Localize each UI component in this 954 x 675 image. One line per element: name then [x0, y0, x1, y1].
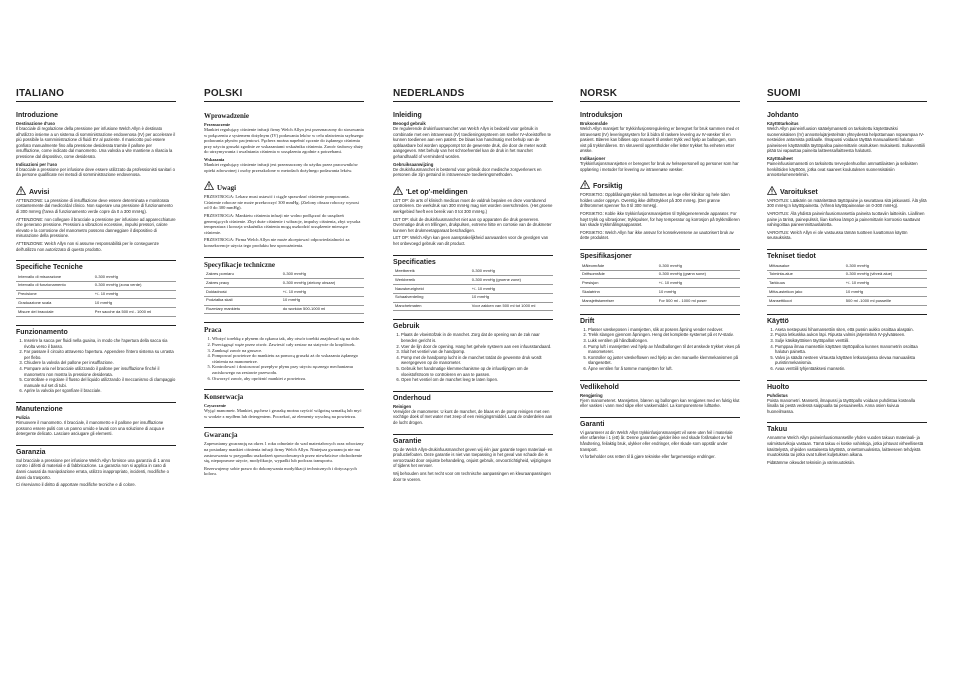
maintenance-heading: Manutenzione [16, 402, 176, 413]
operation-step: 2. Trekk slangen gjennom åpningen. Heng det komplette systemet på et IV-stativ. [588, 332, 740, 338]
language-heading: NORSK [580, 88, 740, 102]
spec-value: 500 ml -1000 ml pusseille [844, 297, 927, 306]
specifications-table [16, 273, 176, 317]
spec-label: Tarkkuus [767, 279, 844, 288]
indications-text: Il bracciale a pressione per infusione deve essere utilizzato da professionisti sanitari o da persone qualificate nei metodi di somministrazione endovenosa. [16, 166, 175, 178]
spec-value: 0-300 mmHg (vihreä alue) [844, 270, 927, 279]
operation-step: 6. Avaa venttiili tyhjentääksesi mansetin. [775, 366, 927, 372]
cleaning-text: Fjern manometeret. Mansjetten, blæren og ballongen kan rengjøres med en fuktig klut eller vaskes i vann med såpe eller vaskemiddel. La komponentene lufttørke. [580, 397, 740, 409]
maintenance-heading: Huolto [767, 380, 927, 391]
warning-text-2: PRZESTROGA: Mankietu ciśnienia infuzji nie wolno podłączać do urządzeń generujących ciśnienie. Zbyt duże ciśnienie i wibracje, impulsy ciśnienia, zbyt wysoka temperatura i korozja wskaźnika ciśnienia mogą uszkodzić urządzenie mierzące ciśnienie. [204, 212, 361, 235]
intro-heading: Introduzione [16, 112, 58, 119]
warranty-text: Sul bracciale a pressione per infusione Welch Allyn fornisce una garanzia di 1 anno contro i difetti di materiali e di fabbricazione. La garanzia non si applica in caso di danni causati da manipolazione errata, utilizzo inappropriato, incidenti, modifiche o danni da trasporto. [16, 457, 171, 480]
maintenance-section [16, 402, 176, 437]
spec-label: Mansettikoot [767, 297, 844, 306]
warnings-heading: Forsiktig [593, 183, 623, 191]
cleaning-subheading: Czyszczenie [204, 403, 226, 409]
operation-step: 2. Pujota letkuskka aukon läpi. Ripusta valmis järjestelmä IV-pylvääseen. [775, 332, 927, 338]
operation-step: 1. Inserire la sacca per fluidi nella guaina, in modo che l'apertura della sacca sia rivolta verso il basso. [24, 338, 176, 349]
intro-heading: Inleiding [393, 112, 422, 119]
spec-label: Misure del bracciale [16, 308, 93, 317]
warranty-heading: Garantie [393, 434, 553, 445]
operation-step: 6. Open het ventiel om de manchet leeg te laten lopen. [401, 377, 553, 383]
language-heading: SUOMI [767, 88, 927, 102]
warranty-note: Vi forbeholder oss retten til å gjøre tekniske eller fargemessige endringer. [580, 454, 716, 460]
spec-value: 0-300 mmHg (zielony obszar) [281, 279, 364, 288]
warning-text-1: LET OP: de arts of klinisch medicus moet de valdruk bepalen en deze voortdurend controleren. De werkdruk van 300 mmHg mag niet worden overschreden. (Het groene werkgebied heeft een bereik van 0 tot 300 mmHg.) [393, 197, 553, 214]
spec-row [204, 296, 364, 305]
operation-step: 6. Aprire la valvola per sgonfiare il bracciale. [24, 388, 176, 394]
language-heading: NEDERLANDS [393, 88, 553, 102]
operation-step: 5. Kontroller og juster væskeflowen ved hjelp av den manuelle klemmekanismen på slangesettet. [588, 355, 740, 366]
spec-value: 10 mmHg [657, 288, 740, 297]
spec-row [204, 305, 364, 314]
operation-step: 1. Włożyć torebkę z płynem do rękawa tak, aby otwór torebki znajdował się na dole. [212, 336, 364, 342]
spec-value: +/- 10 mmHg [657, 279, 740, 288]
warranty-heading: Garanzia [16, 445, 176, 456]
intended-use-text: Mankiet regulujący ciśnienie infuzji firmy Welch Allyn jest przeznaczony do stosowania w połączeniu z systemem dożylnym (IV) podawania leków w celu ułatwienia szybszego podawania płynów pacjentowi. Pęcherz można napełnić ręcznie do żądanego ciśnienia przy użyciu gruszki zgodnie ze wskazaniami wskaźnika ciśnienia. Zawór śrubowy służy do utrzymywania i uwalniania ciśnienia w urządzeniu zgodnie z potrzebami. [204, 127, 364, 155]
column-fi [767, 88, 927, 467]
operation-heading: Käyttö [767, 314, 927, 325]
indications-subheading: Indicazioni per l'uso [16, 161, 58, 167]
intro-section [204, 110, 364, 173]
warranty-section [767, 422, 927, 465]
cleaning-subheading: Puhdistus [767, 392, 788, 398]
warnings-heading: 'Let op'-meldingen [406, 188, 468, 196]
operation-step: 4. Pompare aria nel bracciale utilizzando il pallone per insufflazione finché il manometro non mostra la pressione desiderata. [24, 366, 176, 377]
operation-step: 5. Valvo ja säädä nesteen virtausta käyttäen letkusarjassa olevaa manuaalista puristinmekanismia. [775, 355, 927, 366]
warranty-text: Zapewniamy gwarancję na okres 1 roku odnośnie do wad materiałowych oraz robocizny na posiadany mankiet ciśnienia infuzji firmy Welch Allyn. Niniejsza gwarancja nie ma zastosowania w przypadku uszkodzeń spowodowanych przez niewłaściwe obchodzenie się, niepoprawne użycie, modyfikacje, wypadki lub podczas transportu. [204, 441, 364, 464]
maintenance-heading: Konserwacja [204, 389, 364, 401]
warning-triangle-icon [767, 186, 777, 195]
spec-value: 10 mmHg [281, 296, 364, 305]
operation-heading: Gebruik [393, 319, 553, 330]
operation-step: 3. Lukk ventilen på håndballongen. [588, 338, 740, 344]
spec-label: Zakres pomiaru [204, 271, 281, 279]
operation-step: 5. Gebruik het handmatige klemmechanisme op de infuuslijngen om de vloeistofstroom te controleren en aan te passen. [401, 366, 553, 377]
maintenance-section [204, 389, 364, 419]
spec-label: Graduazione scala [16, 299, 93, 308]
spec-row [16, 308, 176, 317]
warning-text-2: ATTENZIONE: non collegare il bracciale a pressione per infusione ad apparecchiature che generano pressione. Pressioni a vibrazioni eccessive, impulsi pressori, calore elevato e la corrosione del manometro possono danneggiare il dispositivo di misurazione della pressione. [16, 216, 176, 239]
warnings-section [767, 186, 927, 241]
cleaning-text: Poista manometri. Mansetti, ilmapussi ja täyttöpallo voidaan puhdistaa kostealla liinalla tai pestä vedessä saippualla tai pesuaineella. Anna osien kuivua huoneilmassa. [767, 397, 916, 414]
specifications-table [204, 271, 364, 315]
warnings-heading: Varoitukset [780, 188, 818, 196]
warranty-note: Pidätämme oikeudet teknisiin ja värimuutoksiin. [767, 459, 855, 465]
operation-step: 4. Pumppaa ilmaa mansettiin käyttäen täyttöpalloa kunnes manometrin osoittaa halutun painetta. [775, 344, 927, 355]
spec-row [16, 290, 176, 299]
warnings-heading: Avvisi [29, 188, 50, 196]
warnings-section [580, 180, 740, 241]
maintenance-section [580, 380, 740, 409]
operation-step: 6. Otworzyć zawór, aby opróżnić mankiet z powietrza. [212, 376, 364, 382]
operation-section [16, 325, 176, 394]
spec-label: Rozmiary mankietu [204, 305, 281, 314]
specifications-heading: Specyfikacje techniczne [204, 257, 364, 269]
spec-value: +/- 10 mmHg [281, 288, 364, 297]
specifications-section [393, 255, 553, 312]
spec-value: 0-300 mmHg [844, 262, 927, 270]
indications-subheading: Käyttöaiheet [767, 155, 793, 161]
operation-step: 1. Plasser væskeposen i mansjetten, slik at posens åpning vender nedover. [588, 327, 740, 333]
spec-value: do worków 500-1000 ml [281, 305, 364, 314]
language-heading: ITALIANO [16, 88, 176, 102]
operation-step: 4. Pomp met de handpomp lucht in de manchet totdat de gewenste druk wordt weergegeven op de manometer. [401, 355, 553, 366]
spec-value: +/- 10 mmHg [844, 279, 927, 288]
spec-label: Presisjon [580, 279, 657, 288]
spec-value: 0-300 mmHg [470, 268, 553, 276]
warranty-note: Wij behouden ons het recht voor om technische aanpassingen en kleuraanpassingen door te voeren. [393, 470, 551, 482]
specifications-heading: Specifiche Tecniche [16, 260, 176, 271]
spec-label: Schaalverdeling [393, 293, 470, 302]
warranty-heading: Takuu [767, 422, 927, 433]
intro-heading: Introduksjon [580, 112, 623, 119]
operation-step: 1. Plaats de vloeistofzak in de manchet. Zorg dat de opening van de zak naar beneden gericht is. [401, 332, 553, 343]
spec-row [580, 288, 740, 297]
intro-section [16, 110, 176, 178]
operation-step: 3. Zamknąć zawór na gruszce. [212, 348, 364, 354]
spec-label: Podziałka skali [204, 296, 281, 305]
indications-text: De drukinfuusmanchet is bestemd voor gebruik door medische zorgverleners en personen die zijn getraind in intraveneuze toedieningsmethoden. [393, 166, 542, 178]
spec-row [204, 271, 364, 279]
operation-step: 6. Åpne ventilen for å tømme mansjetten for luft. [588, 366, 740, 372]
warning-triangle-icon [16, 186, 26, 195]
operation-heading: Praca [204, 322, 364, 334]
operation-heading: Drift [580, 314, 740, 325]
operation-section [393, 319, 553, 382]
spec-value: +/- 10 mmHg [470, 285, 553, 294]
warning-triangle-icon [204, 181, 214, 190]
operation-steps-list [767, 327, 927, 372]
warranty-section [204, 427, 364, 477]
spec-label: Manchetmaten [393, 302, 470, 311]
operation-step: 2. Przeciągnąć węże przez otwór. Zawiesić cały zestaw na statywie do kroplówek. [212, 342, 364, 348]
spec-label: Måleområde [580, 262, 657, 270]
indications-subheading: Indikasjoner [580, 155, 606, 161]
warranty-text: Op de Welch Allyn-drukinfuusmanchet geven wij één jaar garantie tegen materiaal- en productiefouten. Deze garantie is niet van toepassing in het geval van schade die is veroorzaakt door onjuiste behandeling, onjuist gebruik, onvoorzichtigheid, wijzigingen of tijdens het vervoer. [393, 446, 553, 469]
operation-step: 5. Controllare e regolare il flusso del liquido utilizzando il meccanismo di clampaggio manuale sul set di tubi. [24, 377, 176, 388]
warning-text-1: PRZESTROGA: Lekarz musi ustawić i ciągle sprawdzać ciśnienie pompowania. Ciśnienie robocze nie może przekroczyć 300 mmHg. (Zielony obszar roboczy wynosi od 0 do 300 mmHg). [204, 194, 359, 211]
intended-use-subheading: Przeznaczenie [204, 122, 231, 127]
spec-row [767, 270, 927, 279]
specifications-table [767, 262, 927, 306]
spec-value: For 500 ml - 1000 ml poser [657, 297, 740, 306]
spec-row [16, 273, 176, 281]
spec-row [580, 262, 740, 270]
spec-label: Mittausalue [767, 262, 844, 270]
warnings-heading: Uwagi [217, 184, 237, 193]
maintenance-section [393, 391, 553, 426]
warranty-heading: Gwarancja [204, 427, 364, 439]
spec-value: 10 mmHg [844, 288, 927, 297]
operation-section [767, 314, 927, 372]
warning-text-1: VAROITUS: Lääkärin on määritettävä täyttöpaine ja seurattava sitä jatkuvasti. Älä ylitä 300 mmHg:n käyttöpainetta. (Vihreä käyttöpainealue on 0-300 mmHg). [767, 197, 927, 209]
spec-label: Mansjettstørrelser [580, 297, 657, 306]
warning-text-2: LET OP: sluit de drukinfuusmanchet niet aan op apparaten die druk genereren. Overmatige druk en trillingen, drukpulsen, extreme hitte en corrosie van de drukmeter kunnen het drukmeetapparaat beschadigen. [393, 216, 552, 233]
operation-step: 3. Sluit het ventiel van de handpomp. [401, 349, 553, 355]
warranty-section [393, 434, 553, 483]
warning-text-3: FORSIKTIG: Welch Allyn har ikke ansvar for konsekvensene av uautorisert bruk av dette produktet. [580, 229, 734, 241]
operation-step: 2. Voer de lijn door de opening. Hang het gehele systeem aan een infuusstandaard. [401, 344, 553, 350]
operation-step: 1. Aseta nestepussi hihamansettiin siten, että pussin aukko osoittaa alaspäin. [775, 327, 927, 333]
spec-row [393, 276, 553, 285]
warning-triangle-icon [393, 186, 403, 195]
spec-label: Werkbereik [393, 276, 470, 285]
spec-value: 0-300 mmHg [657, 262, 740, 270]
spec-row [204, 279, 364, 288]
warning-triangle-icon [580, 180, 590, 189]
spec-row [767, 262, 927, 270]
spec-row [393, 302, 553, 311]
intended-use-text: Welch Allyn mansjett for trykkinfusjonsregulering er beregnet for bruk sammen med et intravenøst (IV) leveringssystem for å bidra til raskere levering av IV-væsker til en pasient. Blæren kan blåses opp manuelt til ønsket trykk ved hjelp av ballongen, som vist på trykkmåleren. En skruventil opprettholder eller letter trykket fra enheten etter ønske. [580, 126, 739, 154]
column-nl [393, 88, 553, 484]
specifications-table [580, 262, 740, 306]
warning-text-1: FORSIKTIG: Oppblåsingstrykket må fastsettes av lege eller klinikor og hele tiden holdes under oppsyn. Overstig ikke driftstrykket på 300 mmHg. (Det grønne driftsrommet spenner fra 0 til 300 mmHg). [580, 192, 730, 209]
cleaning-subheading: Pulizia [16, 414, 30, 420]
spec-row [767, 288, 927, 297]
spec-value: Voor zakken van 500 ml tot 1000 ml [470, 302, 553, 311]
spec-label: Meetbereik [393, 268, 470, 276]
intro-heading: Johdanto [767, 112, 799, 119]
spec-row [16, 281, 176, 290]
spec-label: Mitta-asteikon jako [767, 288, 844, 297]
warnings-section [204, 181, 364, 248]
warranty-section [16, 445, 176, 488]
operation-steps-list [580, 327, 740, 372]
intended-use-text: De regulerende drukinfuusmanchet van Welch Allyn is bedoeld voor gebruik in combinatie met een intraveneus (IV) toedieningssysteem om sneller IV-vloeistoffen te kunnen toedienen aan een patiënt. De blaas kan handmatig met behulp van de opblaasbare bol worden opgepompt tot de gewenste druk, die door de meter wordt aangegeven. Met behulp van het schroefventiel kan de druk in het manchet gehandhaafd of verminderd worden. [393, 126, 551, 159]
spec-row [204, 288, 364, 297]
spec-value: 10 mmHg [470, 293, 553, 302]
indications-text: Paineinfuusiomansetti on tarkoitettu terveydenhuollon ammattilaisten ja sellaisten henkilöiden käyttöön, jotka ovat saaneet koulutuksen suonensisäisiin annostelumenetelmiin. [767, 160, 918, 178]
warning-text-3: VAROITUS: Welch Allyn ei ole vastuussa tämän tuotteen luvattoman käytön seurauksista. [767, 229, 908, 241]
warnings-section [393, 186, 553, 247]
operation-steps-list [393, 332, 553, 382]
cleaning-text: Rimuovere il manometro. Il bracciale, il manometro e il pallone per insufflazione possono essere puliti con un panno umido e lavati con una soluzione di acqua e detergente delicato. Lasciare asciugare gli elementi. [16, 419, 165, 437]
cleaning-text: Verwijder de manometer. U kunt de manchet, de blaas en de pomp reinigen met een vochtige doek of met water met zeep of een reinigingsmiddel. Laat de onderdelen aan de lucht drogen. [393, 408, 553, 425]
operation-step: 5. Kontrolować i dostosować przepływ płynu przy użyciu ręcznego mechanizmu zaciskowego na zestawie przewodu. [212, 364, 364, 375]
maintenance-heading: Onderhoud [393, 391, 553, 402]
warning-text-2: FORSIKTIG: Koble ikke trykkinfusjonsmansjetten til trykkgenererende apparater. For høyt trykk og vibrasjoner, trykkpulser, for høy temperatur og korrosjon på trykkmåleren kan skade trykkmålingsapparatet. [580, 210, 740, 228]
spec-value: 0-300 mmHg [93, 273, 176, 281]
specifications-table [393, 268, 553, 312]
spec-label: Intervallo di funzionamento [16, 281, 93, 290]
specifications-section [580, 249, 740, 306]
intended-use-subheading: Destinazione d'uso [16, 121, 55, 126]
indications-subheading: Wskazania [204, 156, 225, 162]
warning-text-1: ATTENZIONE: La pressione di insufflazione deve essere determinata e monitorata costantemente dal medico/dal clinico. Non superare una pressione di funzionamento di 300 mmHg (l'area di funzionamento verde copre da 0 a 300 mmHg). [16, 197, 173, 214]
intended-use-subheading: Käyttötarkoitus [767, 121, 799, 126]
spec-row [393, 293, 553, 302]
operation-section [204, 322, 364, 381]
operation-section [580, 314, 740, 372]
warning-text-3: LET OP: Welch Allyn kan geen aansprakelijkheid aanvaarden voor de gevolgen van het onbevoegd gebruik van dit product. [393, 235, 549, 246]
spec-value: +/- 10 mmHg [93, 290, 176, 299]
warning-text-3: PRZESTROGA: Firma Welch Allyn nie może akceptować odpowiedzialności za konsekwencje użycia tego produktu bez upoważnienia. [204, 237, 350, 248]
warranty-note: Ci riserviamo il diritto di apportare modifiche tecniche e di colore. [16, 482, 136, 488]
warnings-section [16, 186, 176, 252]
warranty-note: Rezerwujemy sobie prawo do dokonywania modyfikacji technicznych i dotyczących koloru. [204, 465, 357, 477]
specifications-heading: Tekniset tiedot [767, 249, 927, 260]
intended-use-subheading: Beoogd gebruik [393, 121, 426, 126]
spec-value: Per sacche da 500 ml - 1000 ml [93, 308, 176, 317]
spec-label: Intervallo di misurazione [16, 273, 93, 281]
intro-section [393, 110, 553, 178]
operation-step: 3. Sulje käsikäyttöisen täyttöpallon venttiili. [775, 338, 927, 344]
specifications-section [16, 260, 176, 317]
language-heading: POLSKI [204, 88, 364, 102]
column-it [16, 88, 176, 490]
spec-row [580, 270, 740, 279]
spec-row [393, 268, 553, 276]
operation-steps-list [16, 338, 176, 394]
spec-label: Precisione [16, 290, 93, 299]
intended-use-text: Il bracciale di regolazione della pressione per infusione Welch Allyn è destinato all'utilizzo insieme a un sistema di somministrazione endovenosa (IV) per accelerare il più possibile la somministrazione di fluidi EV al paziente. Il manicotto può essere gonfiato manualmente fino alla pressione desiderata tramite il pallone per insufflazione, come indicato dal manometro. Una valvola a vite mantiene a rilascia la pressione dal dispositivo, come desiderato. [16, 126, 176, 159]
intro-section [767, 110, 927, 178]
column-pl [204, 88, 364, 479]
specifications-section [204, 257, 364, 315]
warning-text-3: ATTENZIONE: Welch Allyn non si assume responsabilità per le conseguenze dell'utilizzo non autorizzato di questo prodotto. [16, 240, 159, 252]
operation-heading: Funzionamento [16, 325, 176, 336]
cleaning-subheading: Rengjøring [580, 392, 603, 398]
spec-label: Driftsområde [580, 270, 657, 279]
intended-use-text: Welch Allyn paineinfuusion säätelymansetti on tarkoitettu käytettäväksi suonensisäisen (IV) annostelujärjestelmän yhteydessä helpottamaan nopeampaa IV-nesteiden antamista potilaalle. Ilmapussi voidaan täyttää manuaalisesti halutun paineiseen käyttämällä täyttöpalloa painemittarin osoituksen mukaisesti. Sulkuventtiili pitää tai vapauttaa paineita laitteessa/laitteesta halutusti. [767, 126, 926, 154]
specifications-section [767, 249, 927, 306]
operation-step: 4. Pompować powietrze do mankietu za pomocą gruszki aż do wskazania żądanego ciśnienia na manometrze. [212, 353, 364, 364]
operation-step: 4. Pump luft i mansjetten ved hjelp av håndballongen til det ønskede trykket vises på manometeret. [588, 344, 740, 355]
cleaning-subheading: Reinigen [393, 403, 412, 409]
warranty-text: Vi garanterer at din Welch Allyn trykkinfusjonsmansjett vil være uten feil i materiale eller utførelse i 1 (ett) år. Denne garantien gjelder ikke ved skade forårsaket av feil håndtering, feilaktig bruk, ulykker eller endringer, eller skade som oppstår under transport. [580, 429, 733, 452]
spec-row [393, 285, 553, 294]
indications-text: Mankiet regulujący ciśnienie infuzji jest przeznaczony do użytku przez pracowników opieki zdrowotnej i osoby przeszkolone w metodach dożylnego podawania leków. [204, 161, 358, 173]
warranty-section [580, 417, 740, 460]
cleaning-text: Wyjąć manometr. Mankiet, pęcherz i gruszkę można czyścić wilgotną szmatką lub myć w wodzie z mydłem lub detergentem. Poczekać, aż elementy wyschną na powietrzu. [204, 408, 362, 419]
spec-value: 0-300 mmHg (grønn sone) [657, 270, 740, 279]
spec-label: Zakres pracy [204, 279, 281, 288]
spec-row [16, 299, 176, 308]
spec-row [767, 297, 927, 306]
spec-value: 10 mmHg [93, 299, 176, 308]
intended-use-subheading: Bruksområde [580, 121, 608, 126]
spec-value: 0-300 mmHg (zona verde) [93, 281, 176, 290]
spec-label: Toiminta-alue [767, 270, 844, 279]
maintenance-section [767, 380, 927, 415]
spec-label: Dokładność [204, 288, 281, 297]
indications-subheading: Gebruiksaanwijzing [393, 161, 434, 167]
intro-section [580, 110, 740, 172]
spec-label: Nauwkeurigheid [393, 285, 470, 294]
spec-row [580, 279, 740, 288]
spec-label: Skalatrinn [580, 288, 657, 297]
operation-step: 2. Far passare il circuito attraverso l'apertura. Appendere l'intero sistema su un'asta per flebo. [24, 349, 176, 360]
specifications-heading: Spesifikasjoner [580, 249, 740, 260]
spec-value: 0-300 mmHg [281, 271, 364, 279]
specifications-heading: Specificaties [393, 255, 553, 266]
warranty-heading: Garanti [580, 417, 740, 428]
maintenance-heading: Vedlikehold [580, 380, 740, 391]
operation-steps-list [204, 336, 364, 381]
spec-value: 0-300 mmHg (groene zone) [470, 276, 553, 285]
warranty-text: Annamme Welch Allyn paineinfuusiomansetille yhden vuoden takuun materiaali- ja valmistusvikoja vastaan. Tämä takuu ei koske vahinkoja, jotka johtuvat virheellisestä käsittelystä, ohjeiden vastaisesta käytöstä, onnettomuuksista, laitteeseen tehdyistä muutoksista tai jotka ovat tulleet kuljetuksen aikana. [767, 435, 924, 458]
spec-row [580, 297, 740, 306]
intro-heading: Wprowadzenie [204, 112, 249, 120]
operation-step: 3. Chiudere la valvola del pallone per insufflazione. [24, 360, 176, 366]
warning-text-2: VAROITUS: Älä yhdistä paineinfuusiomansettia paineita tuottaviin laitteisiin. Liiallinen paine ja tärinä, painepulssit, liian korkea lämpö ja painemittarin korroosio saattavat vahingoittaa paineenmittauslaitetta. [767, 210, 925, 228]
column-no [580, 88, 740, 462]
spec-row [767, 279, 927, 288]
indications-text: Trykkinfusjonsmansjetten er beregnet for bruk av helsepersonell og personer som har opplæring i metoder for levering av intravenøse væsker. [580, 160, 739, 172]
